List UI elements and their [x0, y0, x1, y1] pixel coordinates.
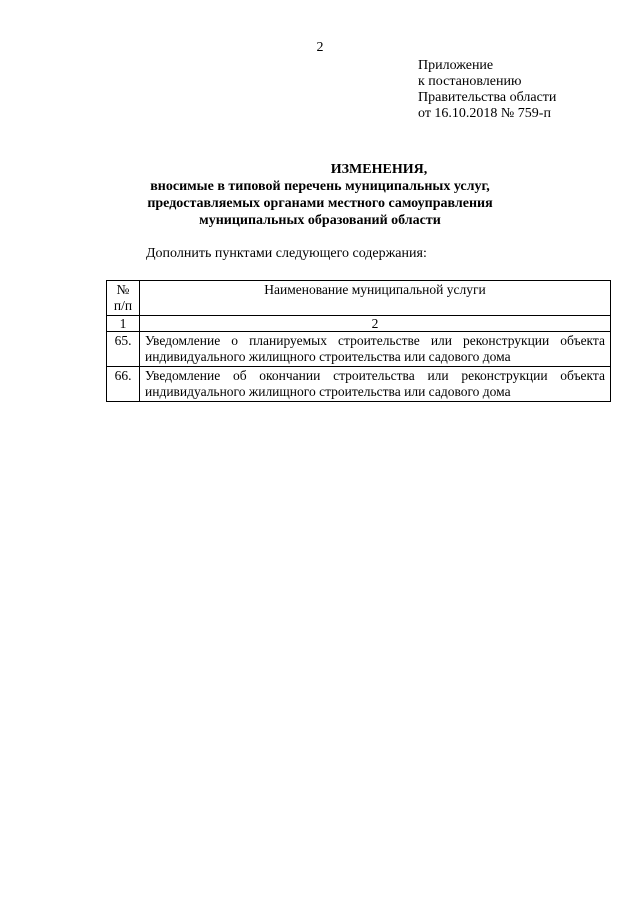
table-row	[107, 367, 611, 402]
appendix-line-1: Приложение	[418, 58, 494, 73]
appendix-line-3: Правительства области	[418, 90, 557, 105]
title-line-1: вносимые в типовой перечень муниципальных услуг,	[150, 179, 490, 194]
row-num: 65.	[107, 332, 140, 367]
appendix-line-2: к постановлению	[418, 74, 522, 89]
appendix-block	[418, 58, 556, 122]
row-service-name: Уведомление о планируемых строительстве или реконструкции объекта индивидуального жилищного строительства или садового дома	[140, 332, 611, 367]
intro-text: Дополнить пунктами следующего содержания:	[146, 246, 427, 261]
title-line-2: предоставляемых органами местного самоуправления	[147, 196, 493, 211]
table-row	[107, 332, 611, 367]
index-cell-1: 1	[107, 316, 140, 332]
header-num-line-2: п/п	[113, 298, 133, 313]
row-num: 66.	[107, 367, 140, 402]
index-cell-2: 2	[140, 316, 611, 332]
page-number: 2	[316, 40, 324, 55]
header-name: Наименование муниципальной услуги	[140, 281, 611, 316]
header-num-line-1: №	[116, 282, 130, 297]
document-title	[0, 161, 640, 229]
title-line-3: муниципальных образований области	[199, 213, 441, 228]
table-index-row	[107, 316, 611, 332]
services-table	[106, 280, 611, 402]
table-header-row	[107, 281, 611, 316]
row-service-name: Уведомление об окончании строительства или реконструкции объекта индивидуального жилищного строительства или садового дома	[140, 367, 611, 402]
appendix-line-4: от 16.10.2018 № 759-п	[418, 106, 551, 121]
title-heading: ИЗМЕНЕНИЯ,	[330, 162, 428, 177]
header-num	[107, 281, 140, 316]
